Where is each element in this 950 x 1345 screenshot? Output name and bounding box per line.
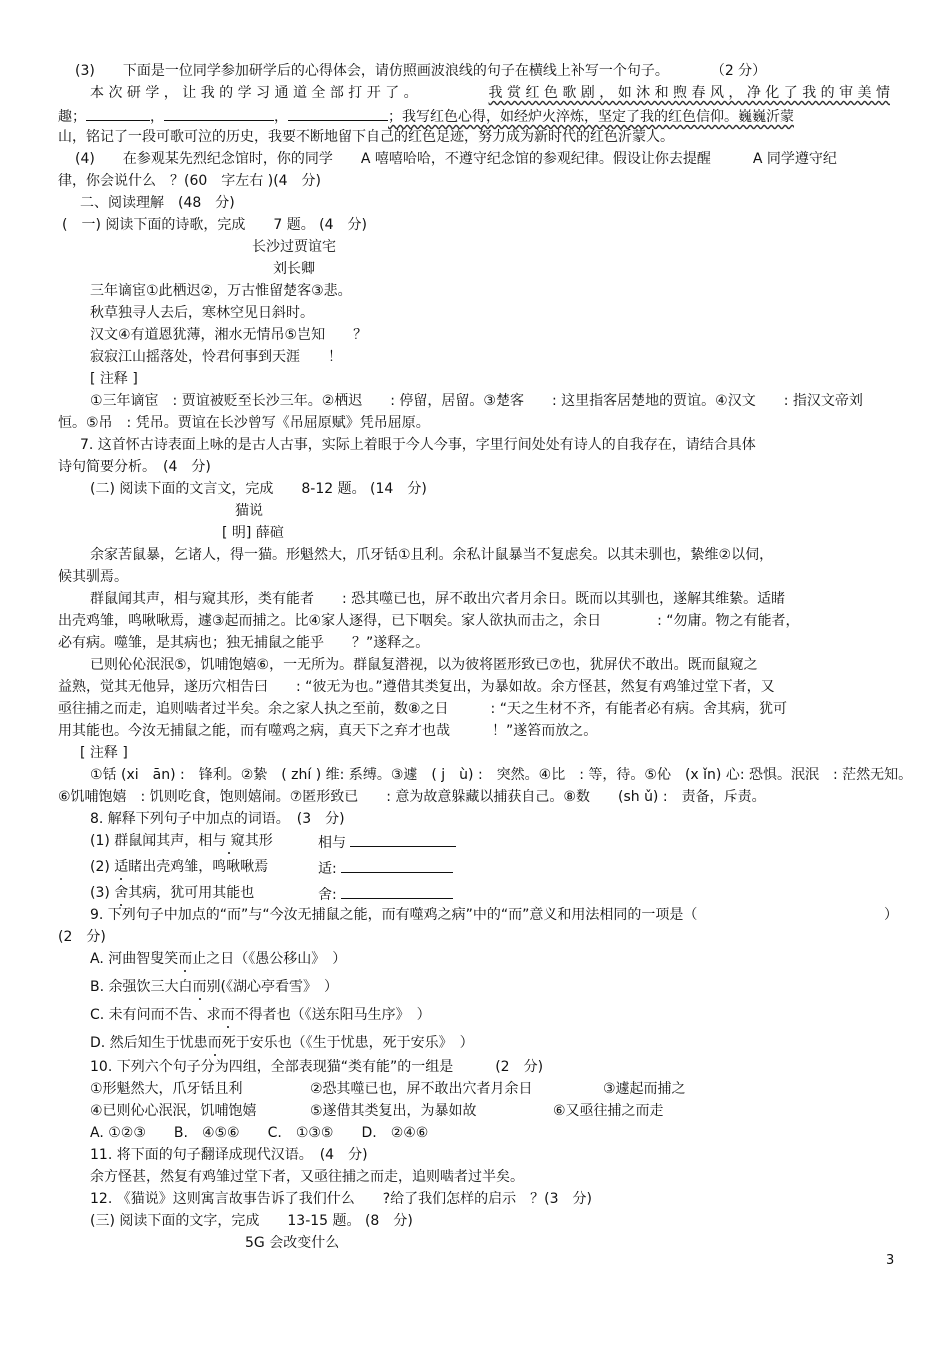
option-a[interactable] <box>90 950 346 968</box>
answer-label <box>318 832 456 850</box>
item-text: 睹出壳鸡雏，鸣啾啾焉 <box>128 859 269 875</box>
item-text: 窥其形 <box>230 833 273 849</box>
question-3-passage-line-1 <box>90 84 890 102</box>
essay-note: ①铦 (xi ān) : 锋利。②絷 ( zhí ) 维: 系缚。③遽 ( j ù) : 突然。④比 : 等，待。⑤伈 (x ǐn) 心: 恐惧。泯泯 : 茫然无知。 <box>90 767 913 783</box>
question-8: 8. 解释下列句子中加点的词语。 (3 分) <box>90 811 345 827</box>
essay-paragraph-cont: 用其能也。今汝无捕鼠之能，而有噬鸡之病，真天下之弃才也哉 ！”遂笞而放之。 <box>58 723 598 739</box>
essay-paragraph-cont: 候其驯焉。 <box>58 569 128 585</box>
article-title: 5G 会改变什么 <box>245 1235 340 1251</box>
dotted-word: 适 <box>114 859 129 875</box>
essay-title: 猫说 <box>235 503 263 519</box>
part-2-heading: (二) 阅读下面的文言文，完成 8-12 题。 (14 分) <box>90 481 427 497</box>
question-3-prompt: (3) 下面是一位同学参加研学后的心得体会，请仿照画波浪线的句子在横线上补写一个句子。 （2 分） <box>75 63 767 79</box>
poem-author: 刘长卿 <box>273 261 315 277</box>
sentence-item: ⑤遂借其类复出，为暴如故 <box>310 1103 477 1119</box>
part-1-heading: ( 一) 阅读下面的诗歌，完成 7 题。 (4 分) <box>62 217 368 233</box>
option-text: C. 未有问而不告、求 <box>90 1007 221 1023</box>
question-4-prompt: (4) 在参观某先烈纪念馆时，你的同学 A 嘻嘻哈哈，不遵守纪念馆的参观纪律。假设让你去提醒 A 同学遵守纪 <box>75 151 837 167</box>
question-9: 9. 下列句子中加点的“而”与“今汝无捕鼠之能，而有噬鸡之病”中的“而”意义和用法相同的一项是（ <box>90 907 698 923</box>
dotted-word: 而 <box>220 1007 235 1023</box>
answer-blank[interactable] <box>164 106 274 121</box>
item-text: (2) <box>90 859 115 875</box>
sentence-item: ④已则伈心泯泯，饥哺饱嬉 <box>90 1103 257 1119</box>
essay-paragraph-cont: 益熟，觉其无他异，遂历穴相告曰 : “彼无为也。”遵借其类复出，为暴如故。余方怪甚，然复有鸡雏过堂下者，又 <box>58 679 775 695</box>
notes-label: [ 注释 ] <box>80 745 128 761</box>
dotted-word: 而 <box>207 1035 222 1051</box>
answer-blank[interactable] <box>288 106 388 121</box>
essay-note-cont: ⑥饥哺饱嬉 : 饥则吃食，饱则嬉闹。⑦匿形致已 : 意为故意躲藏以捕获自己。⑧数 (sh ǔ) : 责备，斥责。 <box>58 789 766 805</box>
label-text: 相与 <box>318 835 346 851</box>
passage-text: 趣； <box>58 109 86 125</box>
essay-author: [ 明] 薛碹 <box>222 525 284 541</box>
dotted-word: 而 <box>178 951 193 967</box>
poem-line: 秋草独寻人去后，寒林空见日斜时。 <box>90 305 314 321</box>
question-4-prompt-cont: 律，你会说什么 ？(60 字左右 )(4 分) <box>58 173 322 189</box>
item-text: (3) <box>90 885 115 901</box>
essay-paragraph: 群鼠闻其声，相与窥其形，类有能者 : 恐其噬已也，屏不敢出穴者月余日。既而以其驯也，遂解其维絷。适睹 <box>90 591 786 607</box>
option-b[interactable] <box>90 978 338 996</box>
answer-label <box>318 858 453 876</box>
sentence-item: ①形魁然大，爪牙铦且利 <box>90 1081 243 1097</box>
passage-text: 本 次 研 学 ， 让 我 的 学 习 通 道 全 部 打 开 了 。 <box>90 85 418 101</box>
question-8-item-1 <box>90 832 273 850</box>
option-text: A. 河曲智叟笑 <box>90 951 179 967</box>
part-3-heading: (三) 阅读下面的文字，完成 13-15 题。 (8 分) <box>90 1213 413 1229</box>
answer-blank[interactable] <box>350 832 456 847</box>
question-8-item-2 <box>90 858 268 876</box>
option-text: 不得者也（《送东阳马生序》 ） <box>234 1007 431 1023</box>
poem-line: 三年谪宦①此栖迟②，万古惟留楚客③悲。 <box>90 283 352 299</box>
option-text: B. 余强饮三大白 <box>90 979 193 995</box>
sentence-item: ②恐其噬已也，屏不敢出穴者月余日 <box>310 1081 533 1097</box>
notes-label: [ 注释 ] <box>90 371 138 387</box>
sentence-item: ⑥又亟往捕之而走 <box>553 1103 664 1119</box>
question-7: 7. 这首怀古诗表面上咏的是古人古事，实际上着眼于今人今事，字里行间处处有诗人的自我存在，请结合具体 <box>80 437 756 453</box>
question-11: 11. 将下面的句子翻译成现代汉语。 (4 分) <box>90 1147 368 1163</box>
poem-title: 长沙过贾谊宅 <box>252 239 336 255</box>
item-text: (1) 群鼠闻其声，相与 <box>90 833 227 849</box>
option-text: D. 然后知生于忧患 <box>90 1035 208 1051</box>
poem-note: ①三年谪宦 : 贾谊被贬至长沙三年。②栖迟 : 停留，居留。③楚客 : 这里指客居楚地的贾谊。④汉文 : 指汉文帝刘 <box>90 393 863 409</box>
wavy-underlined-sentence: 我 赏 红 色 歌 剧 ， 如 沐 和 煦 春 风 ， 净 化 了 我 的 审 美 情 <box>488 85 890 101</box>
sentence-item: ③遽起而捕之 <box>603 1081 686 1097</box>
essay-paragraph: 余家苦鼠暴，乞诸人，得一猫。形魁然大，爪牙铦①且利。余私计鼠暴当不复虑矣。以其未驯也，絷维②以伺， <box>90 547 774 563</box>
option-text: 别(《湖心亭看雪》 ） <box>206 979 338 995</box>
essay-paragraph-cont: 必有病。噬雏，是其病也；独无捕鼠之能乎 ？”遂释之。 <box>58 635 430 651</box>
essay-paragraph: 已则伈伈泯泯⑤，饥哺饱嬉⑥，一无所为。群鼠复潜视，以为彼将匿形致已⑦也，犹屏伏不敢出。既而鼠窥之 <box>90 657 758 673</box>
answer-label <box>318 884 453 902</box>
question-7-cont: 诗句简要分析。 (4 分) <box>58 459 211 475</box>
essay-paragraph-cont: 亟往捕之而走，追则啮者过半矣。余之家人执之至前，数⑧之日 : “天之生材不齐，有能者必有病。舍其病，犹可 <box>58 701 787 717</box>
label-text: 舍: <box>318 887 337 903</box>
option-text: 止之日（《愚公移山》 ） <box>192 951 347 967</box>
question-8-item-3 <box>90 884 254 902</box>
option-text: 死于安乐也（《生于忧患，死于安乐》 ） <box>221 1035 474 1051</box>
question-12: 12. 《猫说》这则寓言故事告诉了我们什么 ?给了我们怎样的启示 ？(3 分) <box>90 1191 592 1207</box>
dotted-word: 舍 <box>114 885 129 901</box>
answer-blank[interactable] <box>86 106 150 121</box>
label-text: 适: <box>318 861 337 877</box>
page-number: 3 <box>886 1253 895 1268</box>
question-10: 10. 下列六个句子分为四组，全部表现猫“类有能”的一组是 (2 分) <box>90 1059 544 1075</box>
question-3-passage-line-3: 山，铭记了一段可歌可泣的历史，我要不断地留下自己的红色足迹，努力成为新时代的红色沂蒙人。 <box>58 129 674 145</box>
item-text: 其病，犹可用其能也 <box>128 885 255 901</box>
answer-blank[interactable] <box>341 884 453 899</box>
essay-paragraph-cont: 出壳鸡雏，鸣啾啾焉，遽③起而捕之。比④家人逐得，已下咽矣。家人欲执而击之，余日 : “勿庸。物之有能者， <box>58 613 800 629</box>
option-d[interactable] <box>90 1034 474 1052</box>
question-11-text: 余方怪甚，然复有鸡雏过堂下者，又亟往捕之而走，追则啮者过半矣。 <box>90 1169 524 1185</box>
poem-line: 寂寂江山摇落处，怜君何事到天涯 ！ <box>90 349 342 365</box>
poem-note-cont: 恒。⑤吊 : 凭吊。贾谊在长沙曾写《吊屈原赋》凭吊屈原。 <box>58 415 430 431</box>
answer-blank[interactable] <box>341 858 453 873</box>
section-heading: 二、阅读理解 (48 分) <box>80 195 235 211</box>
dotted-emphasis <box>226 833 230 849</box>
option-c[interactable] <box>90 1006 431 1024</box>
answer-paren: ） <box>884 907 898 923</box>
question-9-points: (2 分) <box>58 929 106 945</box>
wavy-underlined-sentence: ；我写红色心得，如经炉火淬炼，坚定了我的红色信仰。巍巍沂蒙 <box>388 109 794 125</box>
question-3-passage-line-2: 趣； ， ， ；我写红色心得，如经炉火淬炼，坚定了我的红色信仰。巍巍沂蒙 <box>58 106 794 124</box>
question-10-choices[interactable]: A. ①②③ B. ④⑤⑥ C. ①③⑤ D. ②④⑥ <box>90 1125 429 1141</box>
poem-line: 汉文④有道恩犹薄，湘水无情吊⑤岂知 ？ <box>90 327 368 343</box>
dotted-word: 而 <box>192 979 207 995</box>
